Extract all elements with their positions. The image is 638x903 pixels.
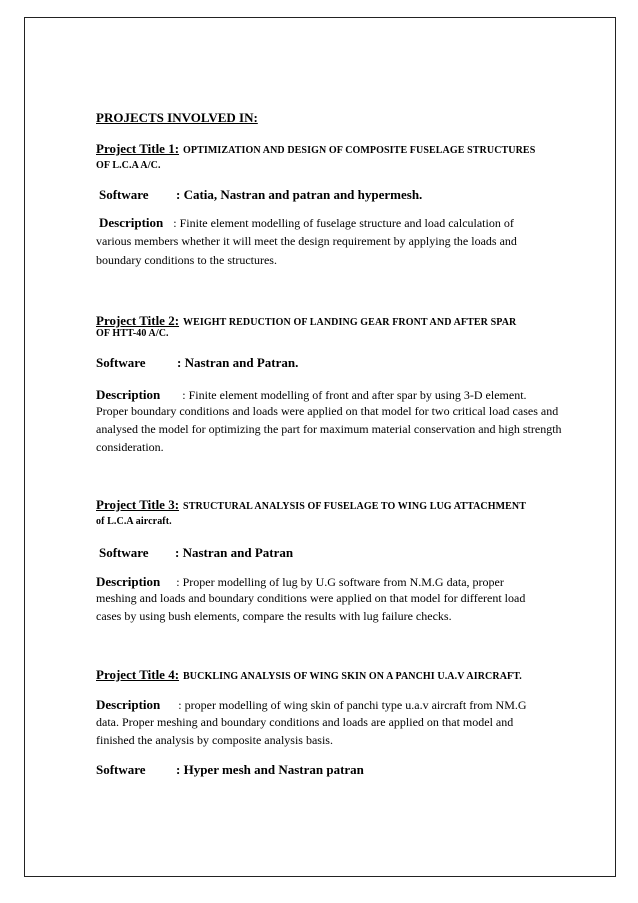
project-1-description-text1: : Finite element modelling of fuselage structure and load calculation of <box>173 216 514 230</box>
project-4-title-label: Project Title 4: <box>96 667 180 682</box>
project-2-description-line2: Proper boundary conditions and loads were applied on that model for two critical load cases and <box>96 404 559 418</box>
project-1-description-line1 <box>99 214 514 232</box>
project-2-description-label: Description <box>96 387 161 402</box>
project-1-software-value: : Catia, Nastran and patran and hypermesh. <box>176 187 423 202</box>
project-3-description-label: Description <box>96 574 161 589</box>
project-4-title-text: BUCKLING ANALYSIS OF WING SKIN ON A PANCHI U.A.V AIRCRAFT. <box>183 671 522 682</box>
project-3-title-line2: of L.C.A aircraft. <box>96 516 172 527</box>
project-2-description-line4: consideration. <box>96 440 164 454</box>
project-3-title-text: STRUCTURAL ANALYSIS OF FUSELAGE TO WING LUG ATTACHMENT <box>183 501 527 512</box>
project-3-software-label: Software <box>99 545 149 560</box>
section-heading: PROJECTS INVOLVED IN: <box>96 110 258 125</box>
project-2-title-text: WEIGHT REDUCTION OF LANDING GEAR FRONT AND AFTER SPAR <box>183 317 517 328</box>
project-4-title <box>96 666 522 684</box>
project-1-title-line2: OF L.C.A A/C. <box>96 160 161 171</box>
project-1-description-label: Description <box>99 215 164 230</box>
project-4-description-line2: data. Proper meshing and boundary conditions and loads are applied on that model and <box>96 715 514 729</box>
project-3-title <box>96 496 526 514</box>
project-1-title-label: Project Title 1: <box>96 141 180 156</box>
project-2-software-value: : Nastran and Patran. <box>177 355 299 370</box>
project-1-software-label: Software <box>99 187 149 202</box>
project-1-title-text: OPTIMIZATION AND DESIGN OF COMPOSITE FUSELAGE STRUCTURES <box>183 145 536 156</box>
project-4-software-label: Software <box>96 762 146 777</box>
project-1-description-line3: boundary conditions to the structures. <box>96 253 277 267</box>
project-2-software-label: Software <box>96 355 146 370</box>
project-3-software-value: : Nastran and Patran <box>175 545 294 560</box>
project-4-description-label: Description <box>96 697 161 712</box>
project-2-description-line1 <box>96 386 527 404</box>
project-3-description-text1: : Proper modelling of lug by U.G software from N.M.G data, proper <box>176 575 504 589</box>
project-1-title <box>96 140 535 158</box>
project-3-description-line1 <box>96 573 504 591</box>
project-3-description-line3: cases by using bush elements, compare the results with lug failure checks. <box>96 609 452 623</box>
project-4-description-line3: finished the analysis by composite analysis basis. <box>96 733 333 747</box>
project-3-title-label: Project Title 3: <box>96 497 180 512</box>
project-2-description-line3: analysed the model for optimizing the part for maximum material conservation and high strength <box>96 422 562 436</box>
project-3-description-line2: meshing and loads and boundary conditions were applied on that model for different load <box>96 591 526 605</box>
project-2-title-line2: OF HTT-40 A/C. <box>96 328 169 339</box>
project-1-description-line2: various members whether it will meet the design requirement by applying the loads and <box>96 234 517 248</box>
project-4-description-text1: : proper modelling of wing skin of panchi type u.a.v aircraft from NM.G <box>178 698 527 712</box>
project-2-description-text1: : Finite element modelling of front and after spar by using 3-D element. <box>182 388 527 402</box>
project-4-software-value: : Hyper mesh and Nastran patran <box>176 762 364 777</box>
project-2-title-label: Project Title 2: <box>96 313 180 328</box>
project-4-description-line1 <box>96 696 527 714</box>
